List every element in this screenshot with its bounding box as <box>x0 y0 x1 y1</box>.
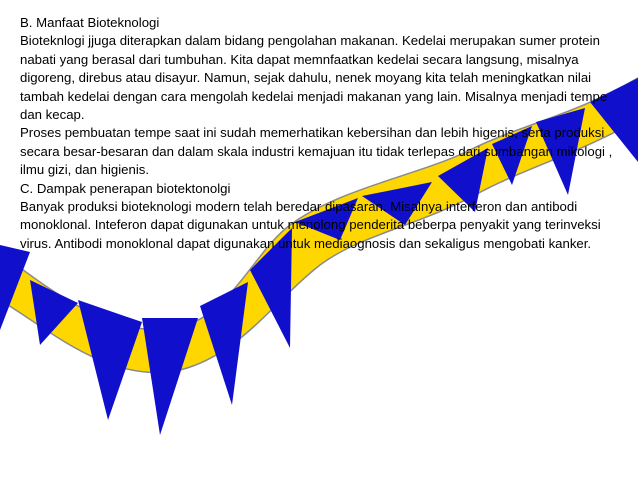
heading-dampak: C. Dampak penerapan biotektonolgi <box>20 180 231 196</box>
slide-body <box>20 14 620 253</box>
paragraph-tempe: Proses pembuatan tempe saat ini sudah memerhatikan kebersihan dan lebih higenis, serta produksi secara besar-besaran dan dalam skala industri kemajuan itu tidak terlepas dari sumbangan mikologi , ilmu gizi, dan higienis. <box>20 125 613 178</box>
paragraph-kedelai: Bioteknlogi jjuga diterapkan dalam bidang pengolahan makanan. Kedelai merupakan sumer protein nabati yang berasal dari tumbuhan. Kita dapat memnfaatkan kedelai secara langsung, misalnya digoreng, direbus atau disayur. Namun, sejak dahulu, nenek moyang kita telah meningkatkan nilai tambah kedelai dengan cara mengolah kedelai menjadi makanan yang lain. Misalnya menjadi tempe dan kecap. <box>20 33 608 123</box>
heading-manfaat: B. Manfaat Bioteknologi <box>20 15 160 30</box>
pennant-triangle <box>142 318 198 435</box>
paragraph-produksi: Banyak produksi bioteknologi modern telah beredar dipasaran. Misalnya interferon dan antibodi monoklonal. Inteferon dapat digunakan untuk menolong penderita beberpa penyakit yang terinveksi virus. Antibodi monoklonal dapat digunakan untuk mediaognosis dan sekaligus mengobati kanker. <box>20 199 601 251</box>
